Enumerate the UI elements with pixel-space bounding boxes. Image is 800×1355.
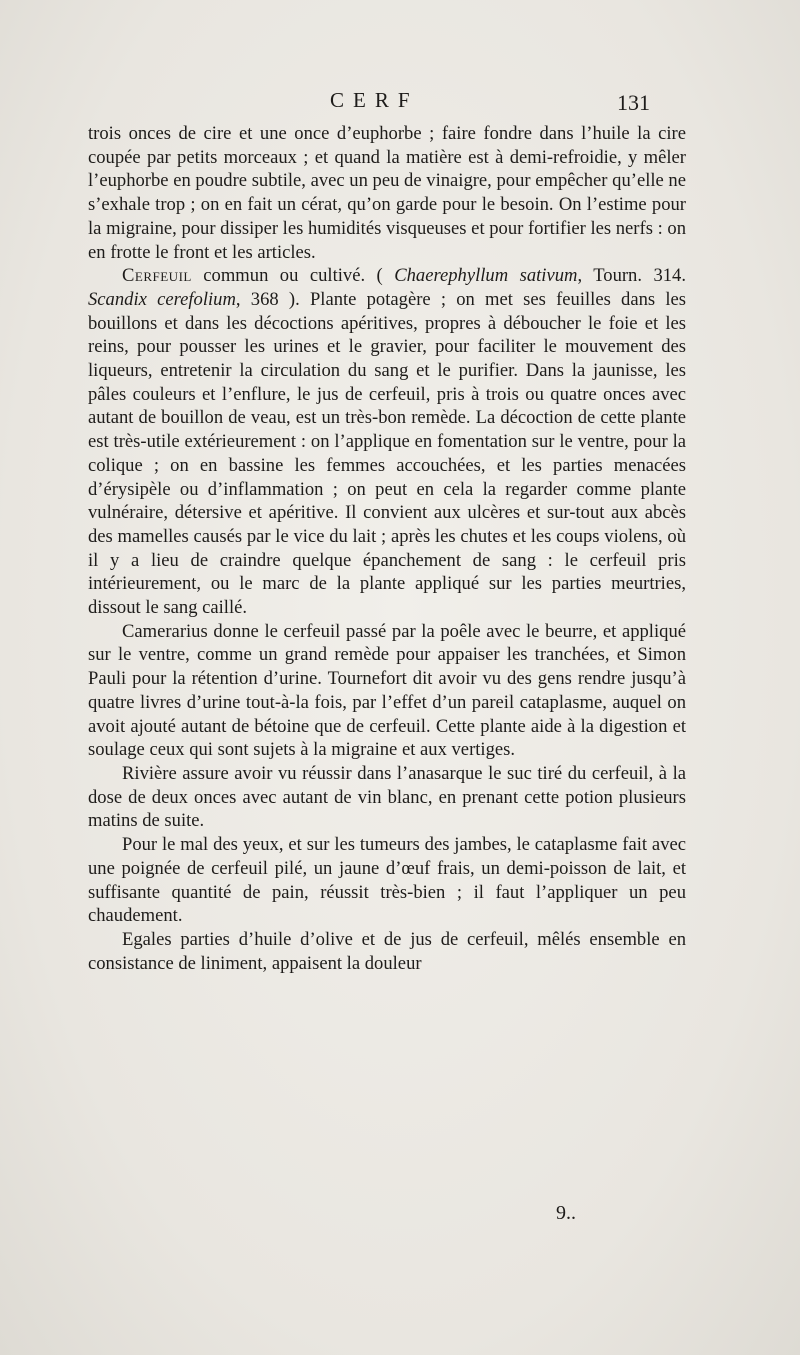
running-head xyxy=(0,88,800,118)
entry-text-b: , Tourn. 314. xyxy=(577,265,686,287)
page-number: 131 xyxy=(617,90,650,115)
body-text xyxy=(88,122,686,975)
paragraph-cerfeuil-entry xyxy=(88,264,686,620)
paragraph-riviere: Rivière assure avoir vu réussir dans l’anasarque le suc tiré du cerfeuil, à la dose de deux onces avec autant de vin blanc, en prenant cette potion plusieurs matins de suite. xyxy=(88,762,686,832)
paragraph-camerarius: Camerarius donne le cerfeuil passé par la poêle avec le beurre, et appliqué sur le ventre, comme un grand remède pour appaiser les tranchées, et Simon Pauli pour la rétention d’urine. Tournefort dit avoir vu des gens rendre jusqu’à quatre livres d’urine tout-à-la fois, par l’effet d’un pareil cataplasme, auquel on avoit ajouté autant de bétoine que de cerfeuil. Cette plante aide à la digestion et soulage ceux qui sont sujets à la migraine et aux vertiges. xyxy=(88,620,686,761)
paragraph-huile: Egales parties d’huile d’olive et de jus de cerfeuil, mêlés ensemble en consistance de liniment, appaisent la douleur xyxy=(88,928,686,974)
header-title: CERF xyxy=(330,88,419,112)
entry-term: Cerfeuil xyxy=(122,265,192,287)
signature-mark: 9.. xyxy=(556,1202,576,1224)
paragraph-yeux: Pour le mal des yeux, et sur les tumeurs des jambes, le cataplasme fait avec une poignée de cerfeuil pilé, un jaune d’œuf frais, un demi-poisson de lait, et suffisante quantité de pain, réussit très-bien ; il faut l’appliquer un peu chaudement. xyxy=(88,834,686,927)
latin-name-2: Scandix cerefolium xyxy=(88,288,236,310)
entry-text-a: commun ou cultivé. ( xyxy=(191,265,395,287)
paragraph-continuation: trois onces de cire et une once d’euphorbe ; faire fondre dans l’huile la cire coupée par petits morceaux ; et quand la matière est à demi-refroidie, y mêler l’euphorbe en poudre subtile, avec un peu de vinaigre, pour empêcher qu’elle ne s’exhale trop ; on en fait un cérat, qu’on garde pour le besoin. On l’estime pour la migraine, pour dissiper les humidités visqueuses et pour fortifier les nerfs : on en frotte le front et les articles. xyxy=(88,123,686,263)
latin-name-1: Chaerephyllum sativum xyxy=(394,265,578,287)
entry-text-c: , 368 ). Plante potagère ; on met ses feuilles dans les bouillons et dans les décoctions apéritives, propres à déboucher le foie et les reins, pour pousser les urines et le gravier, pour faciliter le mouvement des liqueurs, entretenir la circulation du sang et le purifier. Dans la jaunisse, les pâles couleurs et l’enflure, le jus de cerfeuil, pris à trois ou quatre onces avec autant de bouillon de veau, est un très-bon remède. La décoction de cette plante est très-utile extérieurement : on l’applique en fomentation sur le ventre, pour la colique ; on en bassine les femmes accouchées, et les parties menacées d’érysipèle ou d’inflammation ; on peut en cela la regarder comme plante vulnéraire, détersive et apéritive. Il convient aux ulcères et sur-tout aux abcès des mamelles causés par le vice du lait ; après les chutes et les coups violens, où il y a lieu de craindre quelque épanchement de sang : le cerfeuil pris intérieurement, ou le marc de la plante appliqué sur les parties meurtries, dissout le sang caillé. xyxy=(88,288,686,619)
